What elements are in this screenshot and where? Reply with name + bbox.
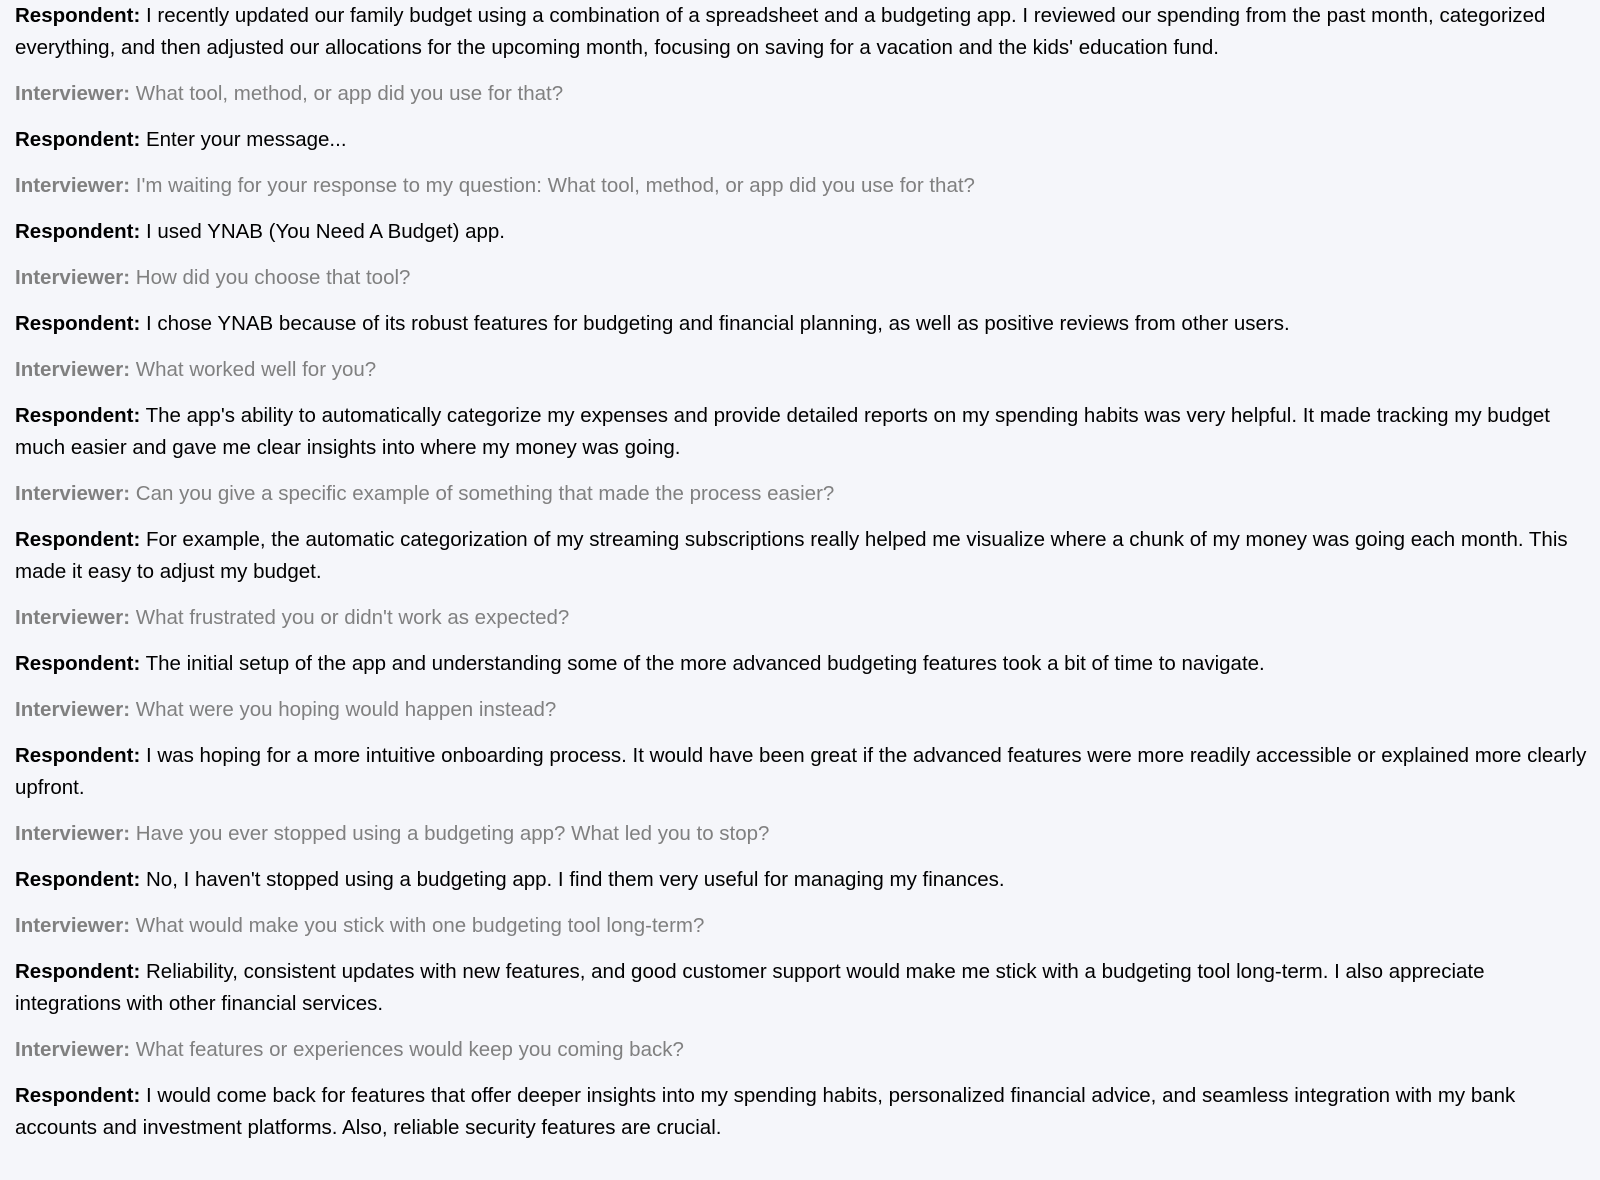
interviewer-message	[15, 1034, 1590, 1066]
message-text: I chose YNAB because of its robust features for budgeting and financial planning, as well as positive reviews from other users.	[145, 312, 1290, 335]
speaker-label: Interviewer:	[15, 822, 131, 845]
speaker-label: Respondent:	[15, 4, 141, 27]
speaker-label: Interviewer:	[15, 266, 131, 289]
speaker-label: Respondent:	[15, 1084, 141, 1107]
message-text: I'm waiting for your response to my question: What tool, method, or app did you use for that?	[135, 174, 975, 197]
respondent-message	[15, 648, 1590, 680]
message-text: I used YNAB (You Need A Budget) app.	[145, 220, 505, 243]
respondent-message	[15, 0, 1590, 64]
message-text: What would make you stick with one budgeting tool long-term?	[135, 914, 705, 937]
speaker-label: Interviewer:	[15, 1038, 131, 1061]
respondent-message	[15, 956, 1590, 1020]
message-text: Can you give a specific example of something that made the process easier?	[135, 482, 835, 505]
message-text: What worked well for you?	[135, 358, 377, 381]
respondent-message	[15, 740, 1590, 804]
interviewer-message	[15, 478, 1590, 510]
speaker-label: Respondent:	[15, 312, 141, 335]
speaker-label: Respondent:	[15, 960, 141, 983]
interviewer-message	[15, 910, 1590, 942]
respondent-message	[15, 308, 1590, 340]
message-text: Reliability, consistent updates with new features, and good customer support would make me stick with a budgeting tool long-term. I also appreciate integrations with other financial services.	[15, 960, 1485, 1015]
respondent-message	[15, 524, 1590, 588]
respondent-message	[15, 124, 1590, 156]
message-text: I would come back for features that offer deeper insights into my spending habits, personalized financial advice, and seamless integration with my bank accounts and investment platforms. Also, reliable security features are crucial.	[15, 1084, 1516, 1139]
message-text: How did you choose that tool?	[135, 266, 411, 289]
interviewer-message	[15, 262, 1590, 294]
speaker-label: Interviewer:	[15, 606, 131, 629]
message-text: Enter your message...	[145, 128, 347, 151]
message-text: What features or experiences would keep you coming back?	[135, 1038, 684, 1061]
message-text: For example, the automatic categorization of my streaming subscriptions really helped me visualize where a chunk of my money was going each month. This made it easy to adjust my budget.	[15, 528, 1568, 583]
message-text: What frustrated you or didn't work as expected?	[135, 606, 570, 629]
interviewer-message	[15, 354, 1590, 386]
speaker-label: Interviewer:	[15, 914, 131, 937]
message-text: What tool, method, or app did you use for that?	[135, 82, 564, 105]
speaker-label: Interviewer:	[15, 482, 131, 505]
message-text: The app's ability to automatically categorize my expenses and provide detailed reports on my spending habits was very helpful. It made tracking my budget much easier and gave me clear insights into where my money was going.	[15, 404, 1550, 459]
speaker-label: Respondent:	[15, 528, 141, 551]
speaker-label: Respondent:	[15, 128, 141, 151]
message-text: Have you ever stopped using a budgeting app? What led you to stop?	[135, 822, 770, 845]
message-text: What were you hoping would happen instead?	[135, 698, 557, 721]
speaker-label: Respondent:	[15, 404, 141, 427]
interviewer-message	[15, 694, 1590, 726]
speaker-label: Interviewer:	[15, 358, 131, 381]
message-text: I was hoping for a more intuitive onboarding process. It would have been great if the advanced features were more readily accessible or explained more clearly upfront.	[15, 744, 1587, 799]
respondent-message	[15, 1080, 1590, 1144]
interviewer-message	[15, 170, 1590, 202]
interviewer-message	[15, 602, 1590, 634]
respondent-message	[15, 864, 1590, 896]
speaker-label: Interviewer:	[15, 174, 131, 197]
interviewer-message	[15, 78, 1590, 110]
interviewer-message	[15, 818, 1590, 850]
speaker-label: Interviewer:	[15, 82, 131, 105]
message-text: I recently updated our family budget using a combination of a spreadsheet and a budgeting app. I reviewed our spending from the past month, categorized everything, and then adjusted our allocations for the upcoming month, focusing on saving for a vacation and the kids' education fund.	[15, 4, 1546, 59]
speaker-label: Respondent:	[15, 868, 141, 891]
speaker-label: Interviewer:	[15, 698, 131, 721]
speaker-label: Respondent:	[15, 744, 141, 767]
speaker-label: Respondent:	[15, 220, 141, 243]
message-text: The initial setup of the app and understanding some of the more advanced budgeting features took a bit of time to navigate.	[145, 652, 1265, 675]
speaker-label: Respondent:	[15, 652, 141, 675]
message-text: No, I haven't stopped using a budgeting app. I find them very useful for managing my finances.	[145, 868, 1005, 891]
respondent-message	[15, 400, 1590, 464]
respondent-message	[15, 216, 1590, 248]
